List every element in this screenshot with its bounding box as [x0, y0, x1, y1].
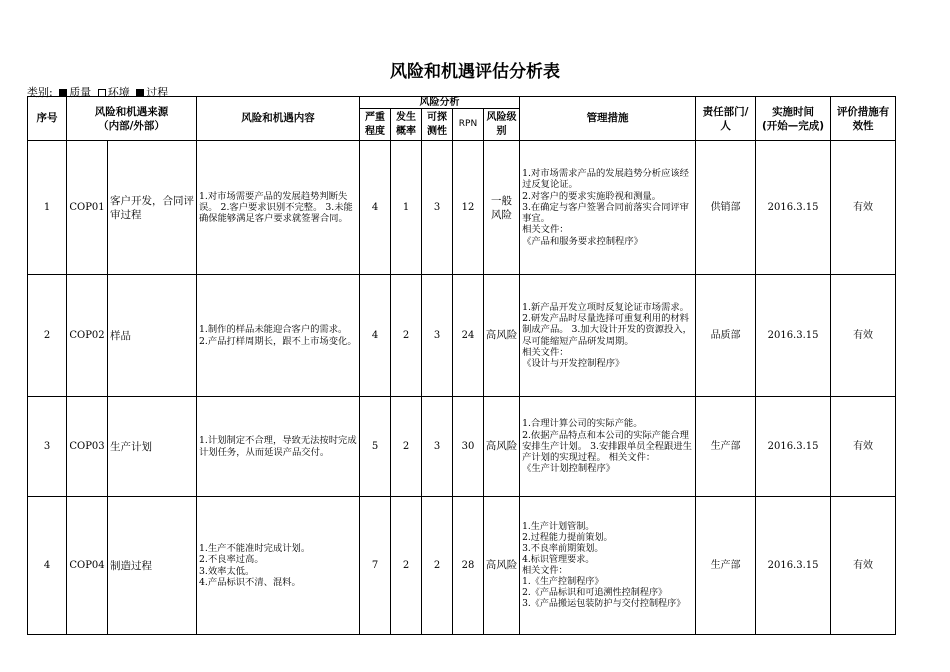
- header-dept: 责任部门/ 人: [696, 97, 756, 141]
- table-row: [28, 497, 896, 635]
- row-occurrence: 2: [391, 397, 422, 497]
- row-detection: 3: [422, 275, 453, 397]
- row-detection: 3: [422, 141, 453, 275]
- risk-table: [27, 96, 896, 635]
- row-measures: 1.生产计划管制。 2.过程能力提前策划。 3.不良率前期策划。 4.标识管理要求。 相关文件： 1.《生产控制程序》 2.《产品标识和可追溯性控制程序》 3.《产品搬运包装防护与交付控制程序》: [520, 497, 696, 635]
- header-measures: 管理措施: [520, 97, 696, 141]
- category-option-process: 过程: [146, 86, 169, 99]
- row-level: 高风险: [484, 497, 520, 635]
- header-seq: 序号: [28, 97, 67, 141]
- row-dept: 生产部: [696, 397, 756, 497]
- row-source: 样品: [108, 275, 197, 397]
- row-seq: 3: [28, 397, 67, 497]
- row-dept: 供销部: [696, 141, 756, 275]
- row-rpn: 12: [453, 141, 484, 275]
- row-severity: 5: [360, 397, 391, 497]
- row-effect: 有效: [831, 497, 896, 635]
- row-code: COP02: [67, 275, 108, 397]
- row-rpn: 30: [453, 397, 484, 497]
- header-effect: 评价措施有 效性: [831, 97, 896, 141]
- row-measures: 1.对市场需求产品的发展趋势分析应该经过反复论证。 2.对客户的要求实施聆视和测量。 3.在确定与客户签署合同前落实合同评审事宜。 相关文件： 《产品和服务要求控制程序》: [520, 141, 696, 275]
- row-occurrence: 2: [391, 497, 422, 635]
- row-effect: 有效: [831, 275, 896, 397]
- row-level: 一般 风险: [484, 141, 520, 275]
- header-schedule: 实施时间 (开始—完成): [756, 97, 831, 141]
- header-severity: 严重 程度: [360, 109, 391, 141]
- row-code: COP03: [67, 397, 108, 497]
- table-row: [28, 397, 896, 497]
- row-schedule: 2016.3.15: [756, 275, 831, 397]
- row-seq: 2: [28, 275, 67, 397]
- header-level: 风险级 别: [484, 109, 520, 141]
- row-source: 生产计划: [108, 397, 197, 497]
- table-row: [28, 275, 896, 397]
- row-severity: 7: [360, 497, 391, 635]
- row-schedule: 2016.3.15: [756, 397, 831, 497]
- row-effect: 有效: [831, 141, 896, 275]
- row-measures: 1.新产品开发立项时反复论证市场需求。2.研发产品时尽量选择可重复利用的材料制成产品。 3.加大设计开发的资源投入，尽可能缩短产品研发周期。 相关文件： 《设计与开发控制程序》: [520, 275, 696, 397]
- table-row: [28, 141, 896, 275]
- header-detection: 可探 测性: [422, 109, 453, 141]
- category-option-quality: 质量: [69, 86, 92, 99]
- row-content: 1.生产不能准时完成计划。 2.不良率过高。 3.效率太低。 4.产品标识不清、混料。: [197, 497, 360, 635]
- row-content: 1.计划制定不合理，导致无法按时完成计划任务，从而延误产品交付。: [197, 397, 360, 497]
- row-effect: 有效: [831, 397, 896, 497]
- row-seq: 1: [28, 141, 67, 275]
- row-source: 客户开发，合同评审过程: [108, 141, 197, 275]
- row-detection: 2: [422, 497, 453, 635]
- row-content: 1.对市场需要产品的发展趋势判断失误。 2.客户要求识别不完整。 3.未能确保能够满足客户要求就签署合同。: [197, 141, 360, 275]
- page-title: 风险和机遇评估分析表: [390, 62, 560, 82]
- row-occurrence: 1: [391, 141, 422, 275]
- row-rpn: 28: [453, 497, 484, 635]
- row-content: 1.制作的样品未能迎合客户的需求。 2.产品打样周期长，跟不上市场变化。: [197, 275, 360, 397]
- row-level: 高风险: [484, 397, 520, 497]
- row-schedule: 2016.3.15: [756, 141, 831, 275]
- header-source: 风险和机遇来源 （内部/外部）: [67, 97, 197, 141]
- row-code: COP04: [67, 497, 108, 635]
- header-occurrence: 发生 概率: [391, 109, 422, 141]
- header-rpn: RPN: [453, 109, 484, 141]
- row-code: COP01: [67, 141, 108, 275]
- row-level: 高风险: [484, 275, 520, 397]
- row-rpn: 24: [453, 275, 484, 397]
- header-content: 风险和机遇内容: [197, 97, 360, 141]
- category-option-environment: 环境: [107, 86, 130, 99]
- category-label: 类别:: [27, 86, 53, 99]
- row-detection: 3: [422, 397, 453, 497]
- row-measures: 1.合理计算公司的实际产能。 2.依据产品特点和本公司的实际产能合理安排生产计划。 3.安排跟单员全程跟进生产计划的实现过程。 相关文件： 《生产计划控制程序》: [520, 397, 696, 497]
- row-source: 制造过程: [108, 497, 197, 635]
- row-dept: 品质部: [696, 275, 756, 397]
- row-severity: 4: [360, 141, 391, 275]
- header-analysis: 风险分析: [360, 97, 520, 109]
- row-severity: 4: [360, 275, 391, 397]
- row-schedule: 2016.3.15: [756, 497, 831, 635]
- row-seq: 4: [28, 497, 67, 635]
- row-occurrence: 2: [391, 275, 422, 397]
- row-dept: 生产部: [696, 497, 756, 635]
